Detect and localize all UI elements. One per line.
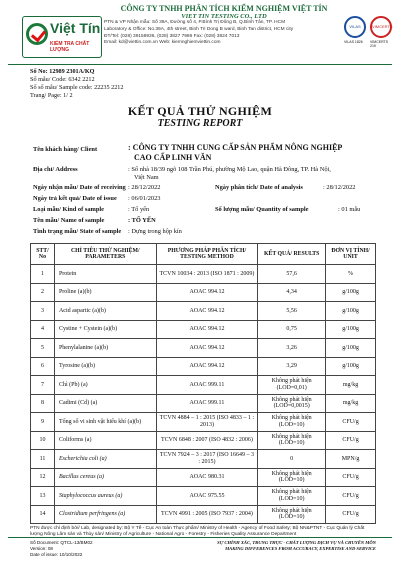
cell-parameter: Acid aspartic (a)(b) <box>54 302 156 321</box>
table-row <box>31 265 376 284</box>
cell-no: 3 <box>31 302 55 321</box>
cell-parameter: Clostridium perfringens (a) <box>54 505 156 524</box>
document-number: Số Document: QTCL-13/BM02 <box>30 540 93 545</box>
cell-result: Không phát hiện (LOD=10) <box>258 505 326 524</box>
header-divider <box>8 64 392 65</box>
cell-no: 14 <box>31 505 55 524</box>
cell-result: 57,6 <box>258 265 326 284</box>
cell-unit: % <box>326 265 376 284</box>
cell-parameter: Escherichia coli (a) <box>54 450 156 469</box>
cell-parameter: Proline (a)(b) <box>54 283 156 302</box>
col-unit: ĐƠN VỊ TÍNH/ UNIT <box>326 244 376 265</box>
cell-method: AOAC 975.55 <box>156 487 258 506</box>
cell-method: AOAC 994.12 <box>156 283 258 302</box>
analysis-value: : 28/12/2022 <box>323 184 356 191</box>
slogan-en: MAKING DIFFERENCES FROM ACCURACY, EXPERTISE AND SERVICE <box>225 546 376 551</box>
col-no: STT/ No <box>31 244 55 265</box>
table-row <box>31 339 376 358</box>
cell-unit: MPN/g <box>326 450 376 469</box>
cell-result: Không phát hiện (LOD=10) <box>258 413 326 432</box>
cell-unit: g/100g <box>326 357 376 376</box>
cell-unit: CFU/g <box>326 487 376 506</box>
address-label: Địa chỉ/ Address <box>33 166 78 173</box>
document-info <box>30 540 93 558</box>
table-row <box>31 376 376 395</box>
lab-designation-note: PTN được chỉ định bởi/ Lab, designated by: Bộ Y Tế - Cục An toàn Thực phẩm/ Ministry of Health - Agency of Food Safety; Bộ NN&PTNT - Cục Quản lý Chất lượng Nông Lâm sản và Thủy sản/ Ministry of Agriculture - National Agro - Forestry - Fisheries Quality Assurance Department <box>30 526 365 537</box>
address-line-3: ĐT/Tel: (028) 39158936, (028) 3827 7986 Fax: (028) 3824 7013 <box>104 33 240 39</box>
cell-unit: CFU/g <box>326 468 376 487</box>
cell-result: Không phát hiện (LOD=0,01) <box>258 376 326 395</box>
cell-unit: mg/kg <box>326 376 376 395</box>
cell-result: 3,29 <box>258 357 326 376</box>
company-logo <box>22 16 102 58</box>
cell-result: 4,34 <box>258 283 326 302</box>
cell-method: TCVN 6848 : 2007 (ISO 4832 : 2006) <box>156 431 258 450</box>
page-number: Trang/ Page: 1/ 2 <box>30 92 73 99</box>
check-mark-icon <box>26 23 48 45</box>
table-row <box>31 413 376 432</box>
client-value: : CÔNG TY TNHH CUNG CẤP SẢN PHẨM NÔNG NGHIỆP <box>128 143 343 152</box>
cell-unit: CFU/g <box>326 413 376 432</box>
cell-no: 9 <box>31 413 55 432</box>
cell-method: TCVN 7924 – 3 : 2017 (ISO 16649 – 3 : 2015) <box>156 450 258 469</box>
name-value: : TỔ YẾN <box>128 217 156 224</box>
cell-result: 3,26 <box>258 339 326 358</box>
cell-parameter: Protein <box>54 265 156 284</box>
cell-result: Không phát hiện (LOD=10) <box>258 487 326 506</box>
report-number: Số No: 12989 2301A/KQ <box>30 68 95 75</box>
cell-parameter: Cystine + Cystein (a)(b) <box>54 320 156 339</box>
document-date: Date of issue: 10/10/2022 <box>30 552 83 557</box>
table-row <box>31 431 376 450</box>
address-value-2: Việt Nam <box>134 174 159 181</box>
cell-parameter: Staphylococcus aureus (a) <box>54 487 156 506</box>
table-row <box>31 450 376 469</box>
cell-unit: CFU/g <box>326 505 376 524</box>
report-title: KẾT QUẢ THỬ NGHIỆM <box>127 104 273 118</box>
cell-result: 5,56 <box>258 302 326 321</box>
cell-no: 5 <box>31 339 55 358</box>
quantity-label: Số lượng mẫu/ Quantity of sample <box>215 206 309 213</box>
cell-no: 2 <box>31 283 55 302</box>
logo-name: Việt Tín <box>50 20 101 36</box>
cell-unit: g/100g <box>326 320 376 339</box>
col-method: PHƯƠNG PHÁP PHÂN TÍCH/ TESTING METHOD <box>156 244 258 265</box>
cell-unit: CFU/g <box>326 431 376 450</box>
table-row <box>31 468 376 487</box>
cell-unit: g/100g <box>326 302 376 321</box>
company-slogan <box>200 540 376 552</box>
cell-method: TCVN 10034 : 2013 (ISO 1871 : 2009) <box>156 265 258 284</box>
report-header <box>6 4 394 66</box>
company-name-vn: CÔNG TY TNHH PHÂN TÍCH KIỂM NGHIỆM VIỆT TÍN <box>120 4 328 13</box>
table-row <box>31 487 376 506</box>
kind-value: : Tổ yến <box>128 206 150 213</box>
cell-result: Không phát hiện (LOD=10) <box>258 468 326 487</box>
cell-no: 1 <box>31 265 55 284</box>
cell-unit: mg/kg <box>326 394 376 413</box>
address-value: : Số nhà 18/39 ngõ 108 Trần Phú, phường Mộ Lao, quận Hà Đông, TP. Hà Nội, <box>128 166 331 173</box>
client-label: Tên khách hàng/ Client <box>33 146 98 153</box>
col-results: KẾT QUẢ/ RESULTS <box>258 244 326 265</box>
company-info <box>104 4 344 47</box>
cell-method: TCVN 4991 : 2005 (ISO 7937 : 2004) <box>156 505 258 524</box>
table-row <box>31 302 376 321</box>
cell-unit: g/100g <box>326 283 376 302</box>
cell-parameter: Bacillus cereus (a) <box>54 468 156 487</box>
vilas-badge-icon: VILAS <box>344 16 366 38</box>
cell-no: 13 <box>31 487 55 506</box>
cell-unit: g/100g <box>326 339 376 358</box>
cell-method: AOAC 999.11 <box>156 394 258 413</box>
received-label: Ngày nhận mẫu/ Date of receiving <box>33 184 126 191</box>
document-version: Version: 08 <box>30 546 53 551</box>
report-subtitle: TESTING REPORT <box>157 118 243 129</box>
table-row <box>31 357 376 376</box>
issue-label: Ngày trả kết quả/ Date of issue <box>33 195 117 202</box>
logo-tagline: KIỂM TRA CHẤT LƯỢNG <box>50 41 90 53</box>
cell-no: 4 <box>31 320 55 339</box>
cell-no: 8 <box>31 394 55 413</box>
state-label: Tình trạng mẫu/ State of sample <box>33 228 122 235</box>
company-name-en: VIET TIN TESTING CO., LTD <box>181 13 267 20</box>
sample-earn-code: Số số mẫu/ Sample code: 22235 2212 <box>30 84 124 91</box>
cell-method: AOAC 994.12 <box>156 320 258 339</box>
vimcerts-label: VIMCERTS 219 <box>370 40 389 48</box>
footer-divider <box>8 537 392 538</box>
client-value-2: CAO CẤP LINH VĂN <box>134 153 212 162</box>
address-line-1: PTN & VP Nhận mẫu: Số 39A, Đường số 4, P.Bình Trị Đông B, Q.Bình Tân, TP. HCM <box>104 20 286 25</box>
sample-code: Số mẫu/ Code: 6342 2212 <box>30 76 95 83</box>
cell-result: 0,75 <box>258 320 326 339</box>
cell-result: Không phát hiện (LOD=0,0015) <box>258 394 326 413</box>
cell-no: 10 <box>31 431 55 450</box>
cell-method: AOAC 980.31 <box>156 468 258 487</box>
state-value: : Dựng trong hộp kín <box>128 228 182 235</box>
results-table <box>30 243 376 524</box>
received-value: : 28/12/2022 <box>128 184 161 191</box>
table-row <box>31 394 376 413</box>
kind-label: Loại mẫu/ Kind of sample <box>33 206 105 213</box>
cell-no: 11 <box>31 450 55 469</box>
cell-method: TCVN 4884 – 1 : 2015 (ISO 4833 – 1 : 2013) <box>156 413 258 432</box>
cell-no: 12 <box>31 468 55 487</box>
slogan-vn: SỰ CHÍNH XÁC, TRUNG THỰC - CHẤT LƯỢNG DỊCH VỤ VÀ CHUYÊN MÔN <box>217 540 376 545</box>
cell-parameter: Phenylalanine (a)(b) <box>54 339 156 358</box>
table-header-row <box>31 244 376 265</box>
cell-method: AOAC 994.12 <box>156 339 258 358</box>
address-line-2: Laboratory & Office: No.39A, 4th street, Binh Tri Dong B ward, Binh Tan district, HCM city <box>104 26 294 32</box>
accreditation-badges <box>344 16 394 52</box>
cell-parameter: Tổng số vi sinh vật hiếu khí (a)(b) <box>54 413 156 432</box>
issue-value: : 06/01/2023 <box>128 195 161 202</box>
cell-method: AOAC 994.12 <box>156 357 258 376</box>
address-line-4: Email: kd@viettin.com.vn Web: kiemnghiemviettin.com <box>104 40 221 46</box>
analysis-label: Ngày phân tích/ Date of analysis <box>215 184 303 191</box>
vimcerts-badge-icon: VIMCERTS <box>370 16 392 38</box>
name-label: Tên mẫu/ Name of sample <box>33 217 105 224</box>
cell-no: 6 <box>31 357 55 376</box>
quantity-value: : 01 mẫu <box>338 206 361 213</box>
cell-method: AOAC 999.11 <box>156 376 258 395</box>
cell-result: 0 <box>258 450 326 469</box>
cell-no: 7 <box>31 376 55 395</box>
sample-info <box>33 142 373 242</box>
report-meta <box>30 68 124 100</box>
table-row <box>31 283 376 302</box>
cell-method: AOAC 994.12 <box>156 302 258 321</box>
table-row <box>31 320 376 339</box>
cell-parameter: Cadimi (Cd) (a) <box>54 394 156 413</box>
cell-parameter: Chì (Pb) (a) <box>54 376 156 395</box>
col-parameters: CHỈ TIÊU THỬ NGHIỆM/ PARAMETERS <box>54 244 156 265</box>
table-row <box>31 505 376 524</box>
cell-parameter: Coliforms (a) <box>54 431 156 450</box>
cell-parameter: Tyrosine (a)(b) <box>54 357 156 376</box>
vilas-label: VILAS 1826 <box>344 40 363 44</box>
cell-result: Không phát hiện (LOD=10) <box>258 431 326 450</box>
